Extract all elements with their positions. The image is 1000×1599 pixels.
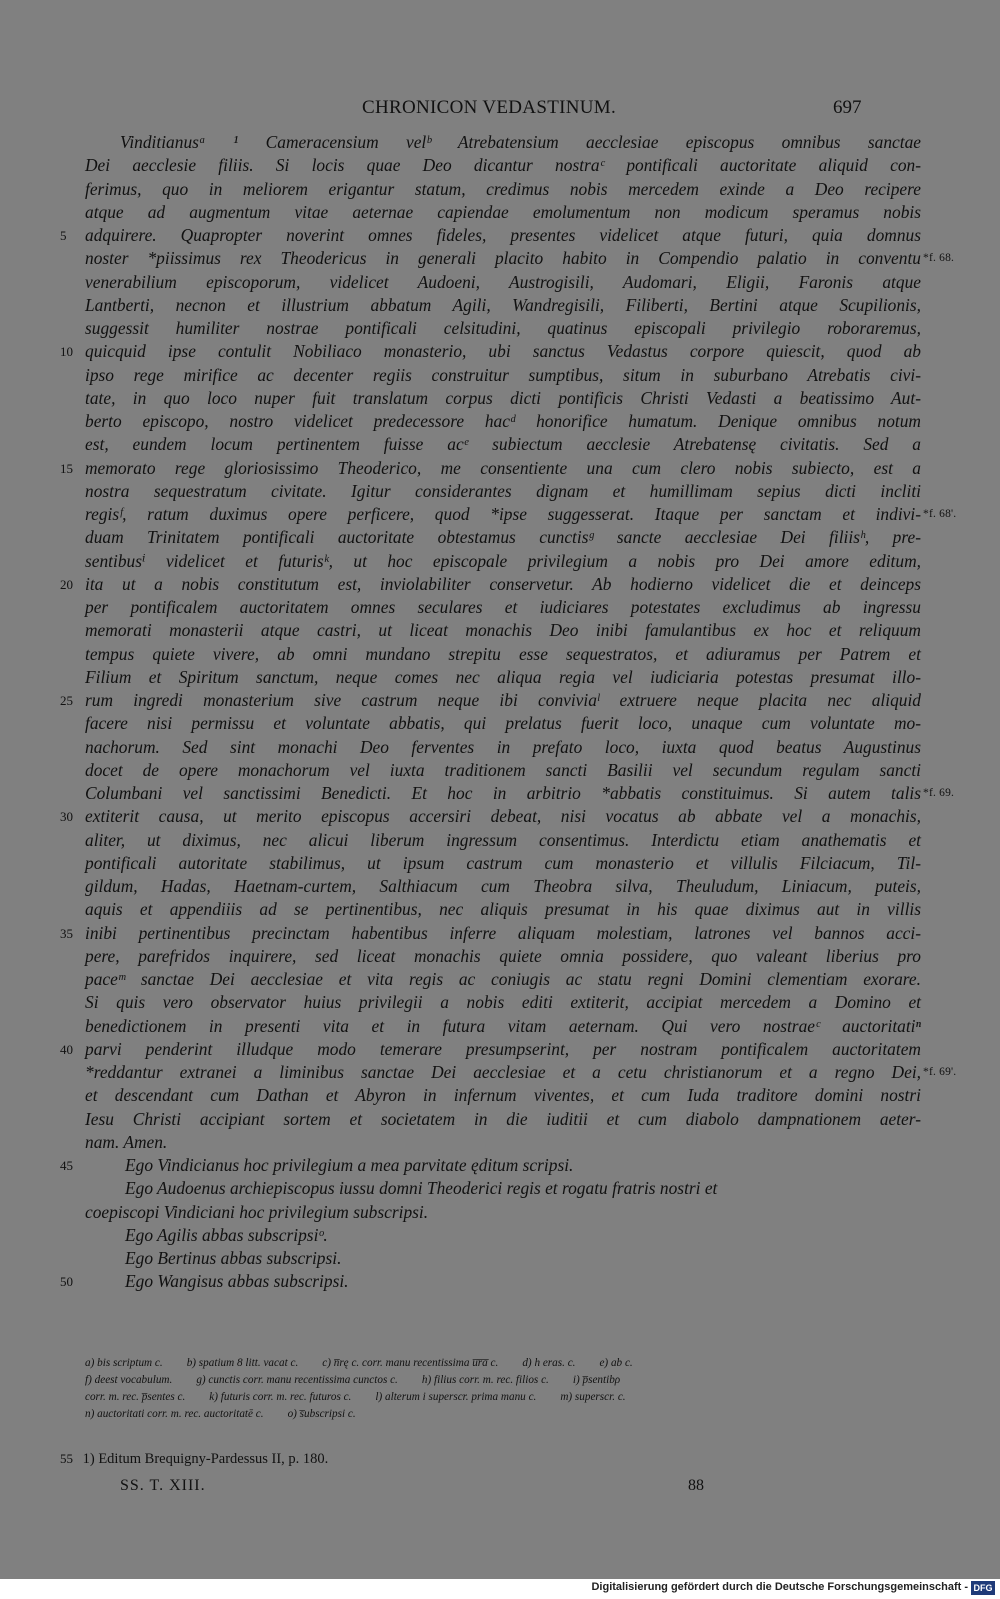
- line-text: Si quis vero observator huius privilegii a nobis editi extiterit, accipiat mercedem a Domino et: [85, 992, 921, 1013]
- line-text: ipso rege mirifice ac decenter regiis construitur sumptibus, situm in suburbano Atrebatis civi-: [85, 364, 921, 385]
- line-text: memorato rege gloriosissimo Theoderico, me consentiente una cum clero nobis subiecto, est a: [85, 457, 921, 478]
- line-text: tempus quiete vivere, ab omni mundano strepitu esse sequestratos, et adiuramus per Patrem et: [85, 643, 921, 664]
- text-line: [60, 131, 940, 154]
- line-text: memorati monasterii atque castri, ut liceat monachis Deo inibi famulantibus ex hoc et reliquum: [85, 620, 921, 641]
- edition-note-text: 1) Editum Brequigny-Pardessus II, p. 180.: [82, 1451, 329, 1467]
- line-text: facere nisi permissu et voluntate abbatis, qui prelatus fuerit loco, unaque cum voluntate mo-: [85, 713, 921, 734]
- line-text: gildum, Hadas, Haetnam-curtem, Salthiacum cum Theobra silva, Theuludum, Liniacum, puteis,: [85, 876, 921, 896]
- text-line: [60, 1177, 940, 1200]
- text-line: [60, 387, 940, 410]
- footnotes: [85, 1355, 865, 1423]
- line-number: 30: [60, 809, 73, 825]
- text-line: [60, 526, 940, 549]
- line-text: Ego Agilis abbas subscripsiᵒ.: [125, 1224, 328, 1245]
- line-text: Ego Bertinus abbas subscripsi.: [125, 1248, 342, 1268]
- text-line: [60, 224, 940, 247]
- text-line: [60, 178, 940, 201]
- line-text: parvi penderint illudque modo temerare presumpserint, per nostram pontificalem auctoritatem: [85, 1038, 921, 1059]
- line-text: pere, parefridos inquirere, sed liceat monachis quiete omnia possidere, quo valeant liberius pro: [85, 945, 921, 966]
- page-number: 697: [833, 97, 862, 118]
- text-line: [60, 1247, 940, 1270]
- line-text: aquis et appendiiis ad se pertinentibus, nec aliquis presumat in his quae diximus aut in villis: [85, 899, 921, 920]
- footnote: g) cunctis corr. manu recentissima cunctos c.: [196, 1374, 398, 1386]
- footnote-line: [85, 1389, 865, 1406]
- text-line: [60, 573, 940, 596]
- line-text: sentibusⁱ videlicet et futurisᵏ, ut hoc episcopale privilegium a nobis pro Dei amore editum,: [85, 550, 921, 571]
- line-text: aliter, ut diximus, nec alicui liberum ingressum consentimus. Interdictu etiam anathematis et: [85, 829, 921, 850]
- text-line: [60, 829, 940, 852]
- line-text: Iesu Christi accipiant sortem et societatem in die iuditii et cum diabolo dampnationem aeter-: [85, 1108, 921, 1129]
- line-number: 35: [60, 925, 73, 941]
- line-number: 55: [60, 1451, 73, 1466]
- line-text: inibi pertinentibus precinctam habentibus inferre aliquam molestiam, latrones vel bannos acci-: [85, 922, 921, 943]
- line-text: Lantberti, necnon et illustrium abbatum Agili, Wandregisili, Filiberti, Bertini atque Scupilionis,: [85, 294, 921, 315]
- text-line: [60, 922, 940, 945]
- footnote-line: [85, 1372, 865, 1389]
- text-line: [60, 364, 940, 387]
- text-line: [60, 852, 940, 875]
- line-text: Columbani vel sanctissimi Benedicti. Et hoc in arbitrio *abbatis constituimus. Si autem talis: [85, 783, 921, 803]
- credit-text: Digitalisierung gefördert durch die Deutsche Forschungsgemeinschaft -: [591, 1581, 968, 1593]
- line-number: 15: [60, 460, 73, 476]
- text-line: [60, 317, 940, 340]
- line-text: nostra sequestratum civitate. Igitur considerantes dignam et humillimam sepius dicti incliti: [85, 480, 921, 501]
- footnote-line: [85, 1355, 865, 1372]
- text-line: [60, 433, 940, 456]
- text-line: [60, 1084, 940, 1107]
- text-line: [60, 875, 940, 898]
- text-line: [60, 1224, 940, 1247]
- line-text: noster *piissimus rex Theodericus in generali placito habito in Compendio palatio in conventu: [85, 248, 921, 269]
- footnote: m) superscr. c.: [560, 1391, 626, 1403]
- folio-marginal-note: *f. 68.: [923, 252, 955, 265]
- footnote: l) alterum i superscr. prima manu c.: [375, 1391, 537, 1403]
- text-line: [60, 596, 940, 619]
- running-title: CHRONICON VEDASTINUM.: [362, 97, 617, 118]
- line-text: Ego Vindicianus hoc privilegium a mea parvitate ęditum scripsi.: [125, 1155, 574, 1175]
- line-text: Filium et Spiritum sanctum, neque comes nec aliqua regia vel iudiciaria potestas presumat illo-: [85, 666, 921, 687]
- signature-mark: SS. T. XIII.: [120, 1477, 206, 1494]
- line-text: atque ad augmentum vitae aeternae capiendae emolumentum non modicum speramus nobis: [85, 201, 921, 222]
- footnote: o) s̅ubscripsi c.: [287, 1408, 356, 1420]
- line-text: adquirere. Quapropter noverint omnes fideles, presentes videlicet atque futuri, quia domnus: [85, 225, 921, 245]
- footnote: i) p̅sentibρ: [572, 1374, 621, 1386]
- line-text: et descendant cum Dathan et Abyron in infernum viventes, et cum Iuda traditore domini nostri: [85, 1085, 921, 1106]
- text-line: [60, 410, 940, 433]
- line-text: berto episcopo, nostro videlicet predecessore hacᵈ honorifice humatum. Denique omnibus notum: [85, 411, 921, 431]
- line-number: 50: [60, 1274, 73, 1290]
- folio-marginal-note: *f. 68'.: [923, 508, 957, 520]
- line-text: duam Trinitatem pontificali auctoritate obtestamus cunctisᵍ sancte aecclesiae Dei filiisʰ, pre-: [85, 527, 921, 548]
- text-line: [60, 736, 940, 759]
- text-line: [60, 991, 940, 1014]
- line-text: *reddantur extranei a liminibus sanctae Dei aecclesiae et a cetu christianorum et a regno Dei,: [85, 1062, 921, 1082]
- text-line: [60, 294, 940, 317]
- footnote: c) n̅rę c. corr. manu recentissima u̅r̅a̅ c.: [322, 1357, 499, 1369]
- line-text: ita ut a nobis constitutum est, inviolabiliter conservetur. Ab hodierno videlicet die et deinceps: [85, 573, 921, 594]
- text-line: [60, 550, 940, 573]
- line-text: regisᶠ, ratum duximus opere perficere, quod *ipse suggesserat. Itaque per sanctam et indivi-: [85, 504, 921, 524]
- sheet-number: 88: [688, 1477, 704, 1494]
- footnote: b) spatium 8 litt. vacat c.: [186, 1357, 299, 1369]
- text-line: [60, 1131, 940, 1154]
- folio-marginal-note: *f. 69.: [923, 787, 955, 799]
- line-text: Dei aecclesie filiis. Si locis quae Deo dicantur nostraᶜ pontificali auctoritate aliquid con-: [85, 155, 921, 176]
- text-line: [60, 712, 940, 735]
- text-line: [60, 1015, 940, 1038]
- body-text: [60, 131, 957, 1294]
- text-line: [60, 805, 940, 828]
- page-header: [0, 97, 1000, 125]
- text-line: [60, 1270, 940, 1293]
- footnote: a) bis scriptum c.: [85, 1357, 163, 1369]
- line-text: per pontificalem auctoritatem omnes seculares et iudiciares potestates excludimus ab ingressu: [85, 597, 921, 617]
- text-line: [60, 898, 940, 921]
- line-text: extiterit causa, ut merito episcopus accersiri debeat, nisi vocatus ab abbate vel a monachis,: [85, 806, 921, 827]
- text-line: [60, 1038, 940, 1061]
- line-number: 20: [60, 576, 73, 592]
- text-line: [60, 945, 940, 968]
- text-line: [60, 271, 940, 294]
- text-line: [60, 1154, 940, 1177]
- line-number: 40: [60, 1041, 73, 1057]
- text-line: [60, 480, 940, 503]
- text-line: [60, 1061, 957, 1084]
- line-text: docet de opere monachorum vel iuxta traditionem sancti Basilii vel secundum regulam sancti: [85, 759, 921, 780]
- line-number: 25: [60, 693, 73, 708]
- text-line: [60, 782, 955, 805]
- text-line: [60, 666, 940, 689]
- line-text: suggessit humiliter nostrae pontificali celsitudini, quatinus episcopali privilegio roboraremus,: [85, 318, 921, 338]
- text-line: [60, 1108, 940, 1131]
- line-text: Ego Wangisus abbas subscripsi.: [125, 1271, 349, 1292]
- footnote: corr. m. rec. p̅sentes c.: [85, 1391, 186, 1403]
- folio-marginal-note: *f. 69'.: [923, 1066, 957, 1078]
- dfg-logo-icon: DFG: [971, 1581, 995, 1595]
- text-line: [60, 1201, 940, 1224]
- footnote: h) filius corr. m. rec. filios c.: [421, 1374, 549, 1386]
- line-text: paceᵐ sanctae Dei aecclesiae et vita regis ac coniugis ac statu regni Domini clementiam exorare.: [85, 969, 921, 989]
- line-number: 5: [60, 228, 67, 243]
- line-text: quicquid ipse contulit Nobiliaco monasterio, ubi sanctus Vedastus corpore quiescit, quod ab: [85, 341, 921, 362]
- line-text: venerabilium episcoporum, videlicet Audoeni, Austrogisili, Audomari, Eligii, Faronis atque: [85, 271, 921, 292]
- edition-note: [60, 1451, 328, 1468]
- text-line: [60, 968, 940, 991]
- text-line: [60, 619, 940, 642]
- text-line: [60, 457, 940, 480]
- line-text: rum ingredi monasterium sive castrum neque ibi conviviaˡ extruere neque placita nec aliquid: [85, 690, 921, 710]
- line-text: coepiscopi Vindiciani hoc privilegium subscripsi.: [85, 1201, 429, 1222]
- line-text: benedictionem in presenti vita et in futura vitam aeternam. Qui vero nostraeᶜ auctoritatiⁿ: [85, 1015, 921, 1036]
- footnote: d) h eras. c.: [522, 1357, 576, 1369]
- line-number: 45: [60, 1158, 73, 1173]
- footnote: e) ab c.: [599, 1357, 633, 1369]
- line-text: tate, in quo loco nuper fuit translatum corpus dicti pontificis Christi Vedasti a beatissimo Aut-: [85, 387, 921, 408]
- text-line: [60, 340, 940, 363]
- line-text: nam. Amen.: [85, 1131, 168, 1152]
- text-line: [60, 201, 940, 224]
- line-text: Vinditianusᵃ ¹ Cameracensium velᵇ Atrebatensium aecclesiae episcopus omnibus sanctae: [120, 132, 921, 152]
- text-line: [60, 689, 940, 712]
- line-text: pontificali autoritate stabilimus, ut ipsum castrum cum monasterio et villulis Filciacum, Til-: [85, 852, 921, 873]
- text-line: [60, 154, 940, 177]
- line-text: Ego Audoenus archiepiscopus iussu domni Theoderici regis et rogatu fratris nostri et: [125, 1178, 718, 1199]
- text-line: [60, 643, 940, 666]
- footnote-line: [85, 1406, 865, 1423]
- line-text: nachorum. Sed sint monachi Deo ferventes in prefato loco, iuxta quod beatus Augustinus: [85, 736, 921, 757]
- footnote: k) futuris corr. m. rec. futuros c.: [209, 1391, 352, 1403]
- text-line: [60, 759, 940, 782]
- line-text: est, eundem locum pertinentem fuisse acᵉ subiectum aecclesie Atrebatensę civitatis. Sed a: [85, 434, 921, 455]
- line-text: ferimus, quo in meliorem erigantur statum, credimus nobis mercedem exinde a Deo recipere: [85, 178, 921, 199]
- line-number: 10: [60, 344, 73, 360]
- text-line: [60, 247, 955, 270]
- text-line: [60, 503, 957, 526]
- footnote: n) auctoritati corr. m. rec. auctoritatē c.: [85, 1408, 264, 1420]
- footnote: f) deest vocabulum.: [85, 1374, 173, 1386]
- digitization-credit-bar: [0, 1579, 1000, 1599]
